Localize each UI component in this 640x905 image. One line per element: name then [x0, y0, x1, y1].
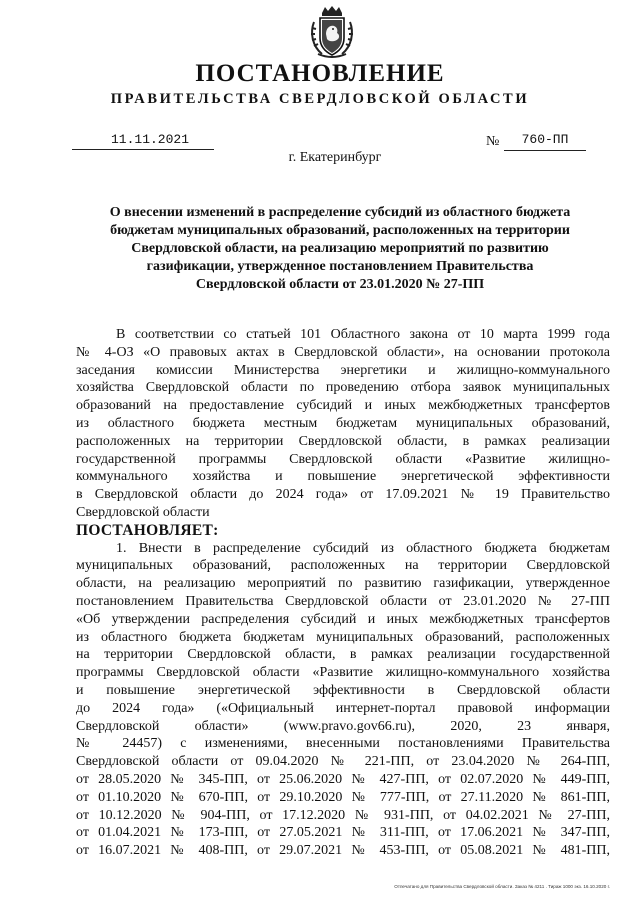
document-type: ПОСТАНОВЛЕНИЕ: [195, 60, 445, 87]
clause-line: 1. Внести в распределение субсидий из областного бюджета бюджетам: [116, 540, 610, 556]
resolves-heading: ПОСТАНОВЛЯЕТ:: [76, 521, 219, 539]
preamble-line: коммунального хозяйства и повышение энергетической эффективности: [76, 469, 610, 485]
clause-line: на территории Свердловской области, в рамках реализации государственной: [76, 647, 610, 663]
preamble-line: хозяйства Свердловской области по проведению отбора заявок муниципальных: [76, 380, 610, 396]
title-line: бюджетам муниципальных образований, расположенных на территории: [110, 223, 570, 238]
issuing-authority: ПРАВИТЕЛЬСТВА СВЕРДЛОВСКОЙ ОБЛАСТИ: [110, 91, 530, 107]
clause-line: области, на реализацию мероприятий по развитию газификации, утвержденное: [76, 576, 610, 592]
document-body: [76, 326, 610, 860]
clause-line: из областного бюджета бюджетам муниципальных образований, расположенных: [76, 629, 610, 645]
clause-line: от 01.10.2020 № 670-ПП, от 29.10.2020 № 777-ПП, от 27.11.2020 № 861-ПП,: [76, 789, 610, 805]
preamble-line: расположенных на территории Свердловской области, в рамках реализации: [76, 433, 610, 449]
preamble-line: № 4-ОЗ «О правовых актах в Свердловской области», на основании протокола: [76, 344, 610, 360]
preamble-line: государственной программы Свердловской области «Развитие жилищно-: [76, 451, 610, 467]
title-line: газификации, утвержденное постановлением Правительства: [146, 259, 534, 274]
preamble-line: образований на предоставление субсидий и иных межбюджетных трансфертов: [76, 398, 610, 414]
clause-line: от 16.07.2021 № 408-ПП, от 29.07.2021 № 453-ПП, от 05.08.2021 № 481-ПП,: [76, 843, 610, 859]
document-title: [88, 204, 592, 294]
clause-line: Свердловской области» (www.pravo.gov66.ru), 2020, 23 января,: [76, 718, 610, 734]
number-sign: №: [486, 134, 500, 149]
title-line: Свердловской области от 23.01.2020 № 27-ПП: [195, 277, 485, 292]
clause-line: до 2024 года» («Официальный интернет-портал правовой информации: [76, 700, 610, 716]
clause-line: Свердловской области от 09.04.2020 № 221-ПП, от 23.04.2020 № 264-ПП,: [76, 754, 610, 770]
title-line: О внесении изменений в распределение субсидий из областного бюджета: [109, 205, 571, 220]
print-note: Отпечатано для Правительства Свердловской области. Заказ № 4211 . Тираж 1000 экз. 16.10.2020 г.: [394, 884, 610, 889]
coat-of-arms-icon: [304, 4, 360, 60]
clause-line: программы Свердловской области «Развитие жилищно-коммунального хозяйства: [76, 665, 610, 681]
title-line: Свердловской области, на реализацию мероприятий по развитию: [131, 241, 549, 256]
preamble-line: В соответствии со статьей 101 Областного закона от 10 марта 1999 года: [116, 327, 610, 342]
clause-line: № 24457) с изменениями, внесенными постановлениями Правительства: [76, 736, 610, 752]
preamble-line: в Свердловской области до 2024 года» от 17.09.2021 № 19 Правительство: [76, 487, 610, 503]
document-date: 11.11.2021: [72, 132, 214, 150]
clause-line: от 10.12.2020 № 904-ПП, от 17.12.2020 № 931-ПП, от 04.02.2021 № 27-ПП,: [76, 807, 610, 823]
document-city: г. Екатеринбург: [288, 150, 382, 165]
clause-line: «Об утверждении распределения субсидий и иных межбюджетных трансфертов: [76, 611, 610, 627]
clause-line: муниципальных образований, расположенных на территории Свердловской: [76, 558, 610, 574]
preamble-line: Свердловской области: [76, 504, 210, 520]
document-number: 760-ПП: [504, 132, 586, 151]
clause-line: постановлением Правительства Свердловской области от 23.01.2020 № 27-ПП: [76, 593, 610, 609]
preamble-line: заседания комиссии Министерства энергетики и жилищно-коммунального: [76, 362, 610, 378]
clause-line: и повышение энергетической эффективности в Свердловской области: [76, 682, 610, 698]
clause-line: от 28.05.2020 № 345-ПП, от 25.06.2020 № 427-ПП, от 02.07.2020 № 449-ПП,: [76, 771, 610, 787]
preamble-line: из областного бюджета местным бюджетам муниципальных образований,: [76, 415, 610, 431]
clause-line: от 01.04.2021 № 173-ПП, от 27.05.2021 № 311-ПП, от 17.06.2021 № 347-ПП,: [76, 825, 610, 841]
